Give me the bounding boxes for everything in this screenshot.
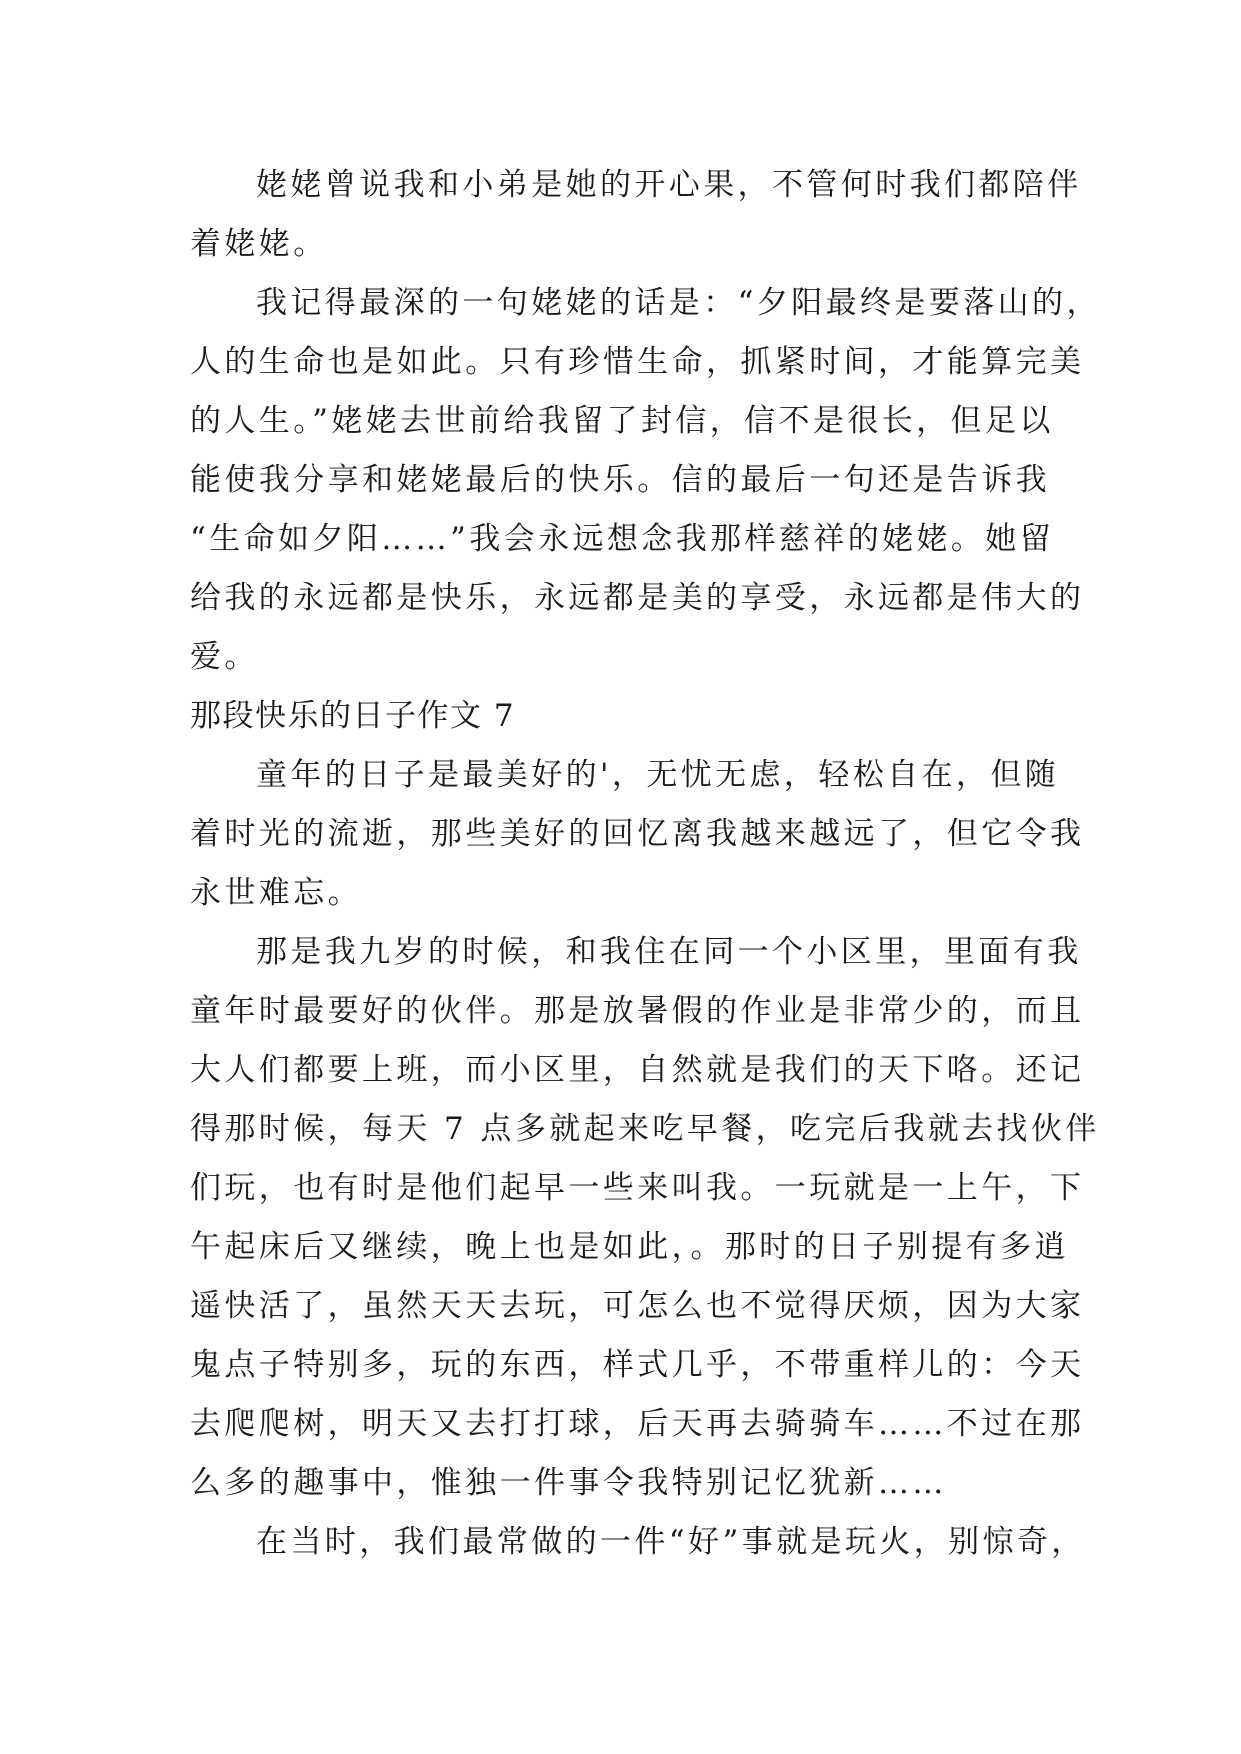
paragraph-line: “生命如夕阳……”我会永远想念我那样慈祥的姥姥。她留 [190,521,1055,557]
paragraph-line: 我记得最深的一句姥姥的话是：“夕阳最终是要落山的， [256,285,1101,321]
paragraph-line: 的人生。”姥姥去世前给我留了封信，信不是很长，但足以 [190,403,1054,439]
paragraph-line: 爱。 [190,639,259,675]
paragraph-line: 人的生命也是如此。只有珍惜生命，抓紧时间，才能算完美 [190,344,1085,380]
paragraph-line: 童年的日子是最美好的'，无忧无虑，轻松自在，但随 [256,757,1060,793]
paragraph-line: 姥姥曾说我和小弟是她的开心果，不管何时我们都陪伴 [256,167,1082,203]
paragraph-line: 遥快活了，虽然天天去玩，可怎么也不觉得厌烦，因为大家 [190,1288,1085,1324]
essay-text-block [190,156,1101,1572]
paragraph-line: 去爬爬树，明天又去打打球，后天再去骑骑车……不过在那 [190,1406,1085,1442]
paragraph-line: 能使我分享和姥姥最后的快乐。信的最后一句还是告诉我 [190,462,1050,498]
paragraph-line: 们玩，也有时是他们起早一些来叫我。一玩就是一上午，下 [190,1170,1085,1206]
paragraph-line: 么多的趣事中，惟独一件事令我特别记忆犹新…… [190,1465,947,1501]
paragraph-line: 在当时，我们最常做的一件“好”事就是玩火，别惊奇， [256,1524,1086,1560]
paragraph-line: 那是我九岁的时候，和我住在同一个小区里，里面有我 [256,934,1082,970]
section-heading: 那段快乐的日子作文 7 [190,698,516,734]
paragraph-line: 午起床后又继续，晚上也是如此，。那时的日子别提有多逍 [190,1229,1069,1265]
paragraph-line: 鬼点子特别多，玩的东西，样式几乎，不带重样儿的：今天 [190,1347,1085,1383]
paragraph-line: 童年时最要好的伙伴。那是放暑假的作业是非常少的，而且 [190,993,1085,1029]
paragraph-line: 得那时候，每天 7 点多就起来吃早餐，吃完后我就去找伙伴 [190,1111,1100,1147]
paragraph-line: 永世难忘。 [190,875,362,911]
paragraph-line: 大人们都要上班，而小区里，自然就是我们的天下咯。还记 [190,1052,1085,1088]
paragraph-line: 着姥姥。 [190,226,328,262]
paragraph-line: 着时光的流逝，那些美好的回忆离我越来越远了，但它令我 [190,816,1085,852]
paragraph-line: 给我的永远都是快乐，永远都是美的享受，永远都是伟大的 [190,580,1085,616]
